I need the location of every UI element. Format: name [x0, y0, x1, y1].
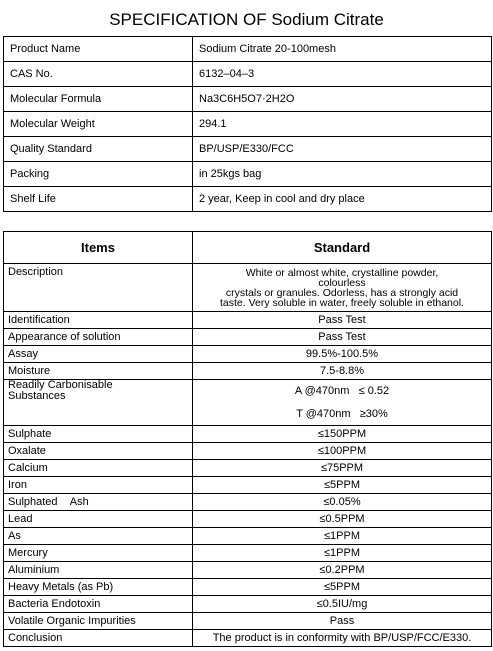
- spec-item: Mercury: [4, 545, 193, 562]
- spec-row-carbonisable: [4, 380, 492, 426]
- spec-item: Oxalate: [4, 443, 193, 460]
- spec-item: Heavy Metals (as Pb): [4, 579, 193, 596]
- spec-item: Iron: [4, 477, 193, 494]
- info-row: [4, 162, 492, 187]
- info-row: [4, 137, 492, 162]
- spec-standard: ≤0.5IU/mg: [193, 596, 492, 613]
- info-label: Quality Standard: [4, 137, 193, 162]
- spec-item: Volatile Organic Impurities: [4, 613, 193, 630]
- spec-row: [4, 346, 492, 363]
- spec-standard: The product is in conformity with BP/USP/FCC/E330.: [193, 630, 492, 647]
- info-value: 6132–04–3: [193, 62, 492, 87]
- info-row: [4, 37, 492, 62]
- standard-header: Standard: [193, 232, 492, 264]
- specification-table: [3, 231, 492, 647]
- spec-standard: ≤150PPM: [193, 426, 492, 443]
- info-label: Shelf Life: [4, 187, 193, 212]
- spec-item: Appearance of solution: [4, 329, 193, 346]
- spec-row: [4, 630, 492, 647]
- spec-header-row: [4, 232, 492, 264]
- spec-row: [4, 596, 492, 613]
- items-header: Items: [4, 232, 193, 264]
- info-value: BP/USP/E330/FCC: [193, 137, 492, 162]
- spec-standard: ≤0.5PPM: [193, 511, 492, 528]
- spec-row: [4, 443, 492, 460]
- info-value: 2 year, Keep in cool and dry place: [193, 187, 492, 212]
- spec-standard: 7.5-8.8%: [193, 363, 492, 380]
- spec-row: [4, 363, 492, 380]
- spec-item: Assay: [4, 346, 193, 363]
- info-value: in 25kgs bag: [193, 162, 492, 187]
- description-line: White or almost white, crystalline powder,: [245, 266, 439, 279]
- info-label: Molecular Formula: [4, 87, 193, 112]
- info-row: [4, 187, 492, 212]
- spec-item: As: [4, 528, 193, 545]
- spec-row-description: [4, 264, 492, 312]
- info-value: Na3C6H5O7·2H2O: [193, 87, 492, 112]
- spec-standard: ≤0.05%: [193, 494, 492, 511]
- spec-standard: Pass: [193, 613, 492, 630]
- spec-item: Moisture: [4, 363, 193, 380]
- carbonisable-item-line: Substances: [8, 390, 66, 402]
- description-line: crystals or granules. Odorless, has a strongly acid: [225, 286, 459, 299]
- spec-row: [4, 460, 492, 477]
- carbonisable-std-line: T @470nm ≥30%: [296, 407, 388, 420]
- spec-item: Bacteria Endotoxin: [4, 596, 193, 613]
- document-title: SPECIFICATION OF Sodium Citrate: [109, 10, 384, 29]
- spec-standard: [193, 380, 492, 426]
- spec-standard: ≤0.2PPM: [193, 562, 492, 579]
- spec-row: [4, 545, 492, 562]
- spec-item: Calcium: [4, 460, 193, 477]
- spec-standard: ≤1PPM: [193, 528, 492, 545]
- product-info-table: [3, 36, 492, 212]
- spec-row: [4, 528, 492, 545]
- spec-standard: Pass Test: [193, 329, 492, 346]
- spec-item: Sulphate: [4, 426, 193, 443]
- description-line: colourless: [318, 276, 366, 289]
- spec-standard: ≤1PPM: [193, 545, 492, 562]
- description-line: taste. Very soluble in water, freely soluble in ethanol.: [220, 296, 464, 309]
- spec-standard: ≤100PPM: [193, 443, 492, 460]
- spec-row: [4, 426, 492, 443]
- carbonisable-item-line: Readily Carbonisable: [8, 379, 113, 391]
- info-label: Product Name: [4, 37, 193, 62]
- spec-item: Aluminium: [4, 562, 193, 579]
- spec-item: [4, 380, 193, 426]
- spec-row: [4, 312, 492, 329]
- spec-standard: ≤5PPM: [193, 579, 492, 596]
- spec-standard: ≤75PPM: [193, 460, 492, 477]
- spec-item: Sulphated Ash: [4, 494, 193, 511]
- spec-standard: ≤5PPM: [193, 477, 492, 494]
- spec-row: [4, 494, 492, 511]
- spec-row: [4, 511, 492, 528]
- info-row: [4, 87, 492, 112]
- info-value: Sodium Citrate 20-100mesh: [193, 37, 492, 62]
- info-label: Molecular Weight: [4, 112, 193, 137]
- carbonisable-std-line: A @470nm ≤ 0.52: [294, 384, 390, 397]
- spec-row: [4, 613, 492, 630]
- spec-item: Lead: [4, 511, 193, 528]
- spec-item: Conclusion: [4, 630, 193, 647]
- spec-row: [4, 562, 492, 579]
- info-label: Packing: [4, 162, 193, 187]
- spec-row: [4, 477, 492, 494]
- info-row: [4, 112, 492, 137]
- info-label: CAS No.: [4, 62, 193, 87]
- spec-row: [4, 579, 492, 596]
- spec-standard: Pass Test: [193, 312, 492, 329]
- spec-standard: 99.5%-100.5%: [193, 346, 492, 363]
- spec-item: Identification: [4, 312, 193, 329]
- spec-standard: [193, 264, 492, 312]
- line-spacer: [198, 397, 486, 409]
- spec-item: Description: [4, 264, 193, 312]
- info-row: [4, 62, 492, 87]
- info-value: 294.1: [193, 112, 492, 137]
- spec-row: [4, 329, 492, 346]
